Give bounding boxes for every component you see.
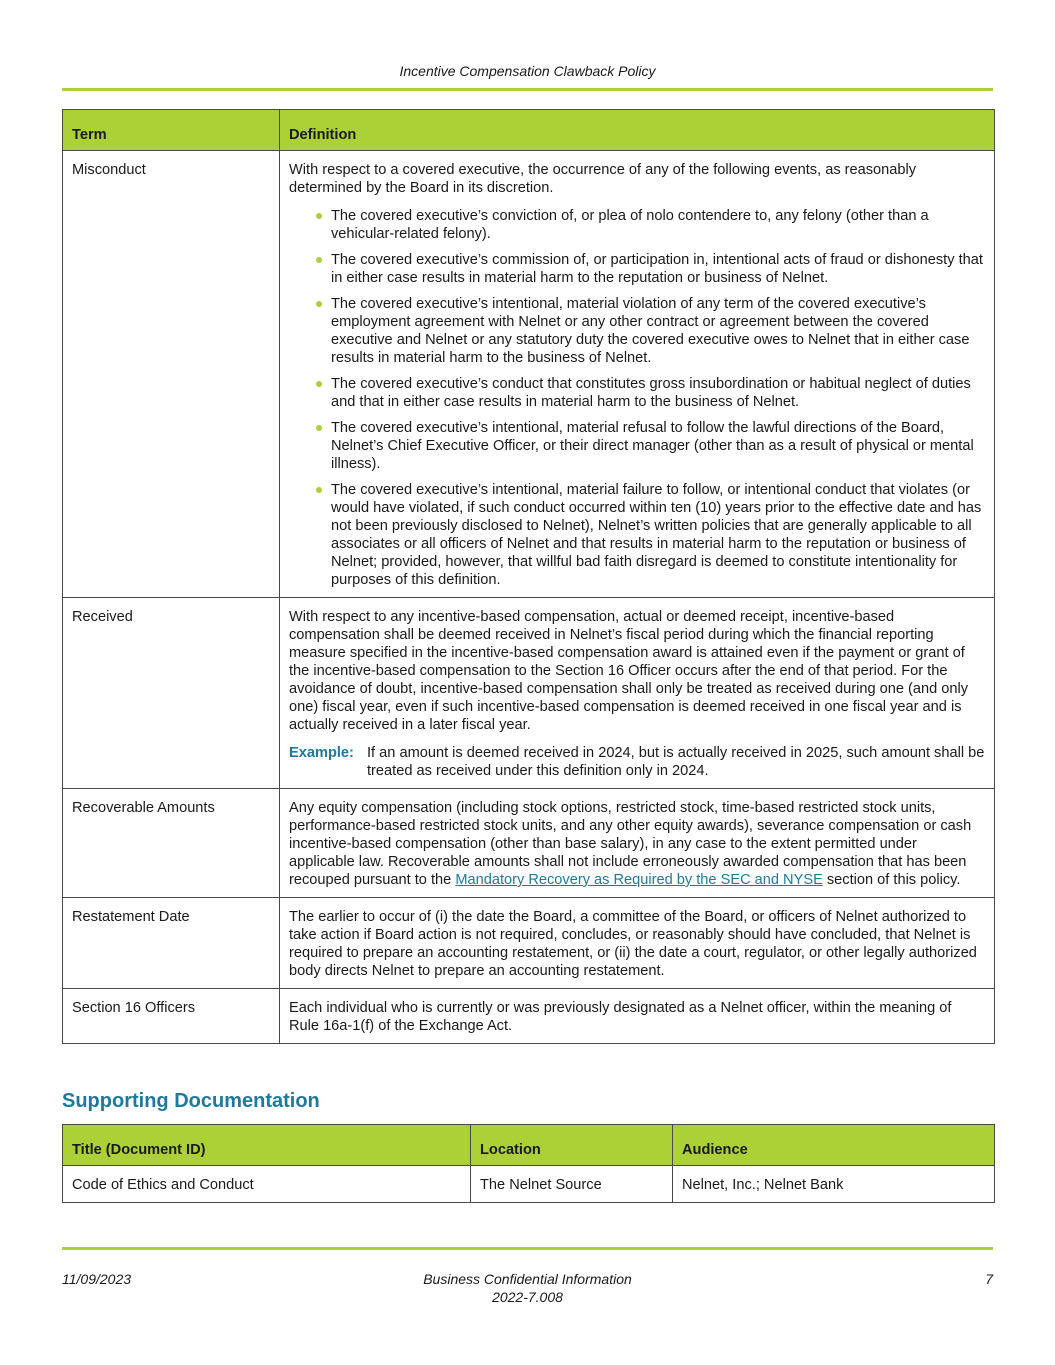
definition-text: Any equity compensation (including stock options, restricted stock, time-based restricted stock units, performance-based restricted stock units, and any other equity awards), severance compensation or cash incentive-based compensation (other than base salary), in any case to the extent permitted under applicable law. Recoverable amounts shall not include erroneously awarded compensation that has been recouped pursuant to the <box>289 800 972 888</box>
definition-cell: The earlier to occur of (i) the date the Board, a committee of the Board, or officers of Nelnet authorized to take action if Board action is not required, concludes, or reasonably should have concluded, that Nelnet is required to prepare an accounting restatement, or (ii) the date a court, regulator, or other legally authorized body directs Nelnet to prepare an accounting restatement. <box>280 898 995 989</box>
page-number: 7 <box>985 1271 993 1287</box>
column-header-term: Term <box>63 110 280 151</box>
document-audience-cell: Nelnet, Inc.; Nelnet Bank <box>673 1166 995 1203</box>
list-item <box>331 375 985 411</box>
table-row <box>63 1166 995 1203</box>
list-item-text: The covered executive’s conduct that constitutes gross insubordination or habitual neglect of duties and that in either case results in material harm to the business of Nelnet. <box>331 376 971 410</box>
term-cell: Received <box>63 598 280 789</box>
footer-date: 11/09/2023 <box>62 1271 132 1287</box>
definitions-table <box>62 109 995 1044</box>
example-block <box>289 744 985 780</box>
document-location-cell: The Nelnet Source <box>471 1166 673 1203</box>
term-cell: Section 16 Officers <box>63 989 280 1044</box>
list-item-text: The covered executive’s intentional, material failure to follow, or intentional conduct that violates (or would have violated, if such conduct occurred within ten (10) years prior to the effective date and has not been previously disclosed to Nelnet), Nelnet’s written policies that are generally applicable to all associates or all officers of Nelnet and that results in material harm to the reputation or business of Nelnet; provided, however, that willful bad faith disregard is deemed to constitute intentionality for purposes of this definition. <box>331 482 982 588</box>
table-row-misconduct <box>63 151 995 598</box>
document-title-cell: Code of Ethics and Conduct <box>63 1166 471 1203</box>
footer-classification: Business Confidential Information <box>423 1271 632 1287</box>
column-header-definition: Definition <box>280 110 995 151</box>
definition-cell <box>280 789 995 898</box>
table-row-received <box>63 598 995 789</box>
header-divider <box>62 88 993 91</box>
bullet-icon <box>316 381 322 387</box>
footer-divider <box>62 1247 993 1250</box>
list-item-text: The covered executive’s conviction of, or plea of nolo contendere to, any felony (other than a vehicular-related felony). <box>331 208 929 242</box>
supporting-documentation-table <box>62 1124 995 1203</box>
definition-cell <box>280 151 995 598</box>
list-item <box>331 207 985 243</box>
mandatory-recovery-link[interactable]: Mandatory Recovery as Required by the SEC and NYSE <box>455 872 823 888</box>
column-header-location: Location <box>471 1125 673 1166</box>
list-item-text: The covered executive’s intentional, material refusal to follow the lawful directions of the Board, Nelnet’s Chief Executive Officer, or their direct manager (other than as a result of physical or mental illness). <box>331 420 974 472</box>
bullet-icon <box>316 425 322 431</box>
list-item <box>331 251 985 287</box>
supporting-documentation-heading: Supporting Documentation <box>62 1090 320 1112</box>
table-row-section-16-officers <box>63 989 995 1044</box>
bullet-icon <box>316 301 322 307</box>
term-cell: Recoverable Amounts <box>63 789 280 898</box>
definition-text: With respect to any incentive-based compensation, actual or deemed receipt, incentive-based compensation shall be deemed received in Nelnet’s fiscal period during which the financial reporting measure specified in the incentive-based compensation award is attained even if the payment or grant of the incentive-based compensation to the Section 16 Officer occurs after the end of that period. For the avoidance of doubt, incentive-based compensation shall only be treated as received during one (and only one) fiscal year, even if such incentive-based compensation is deemed received in one fiscal year and is actually received in a later fiscal year. <box>289 609 969 733</box>
page-header-title: Incentive Compensation Clawback Policy <box>399 63 656 79</box>
column-header-title: Title (Document ID) <box>63 1125 471 1166</box>
footer-center <box>62 1270 993 1306</box>
bullet-icon <box>316 213 322 219</box>
table-header-row <box>63 110 995 151</box>
misconduct-bullet-list <box>289 207 985 589</box>
list-item <box>331 481 985 589</box>
definition-cell <box>280 598 995 789</box>
list-item-text: The covered executive’s commission of, or participation in, intentional acts of fraud or dishonesty that in either case results in material harm to the reputation or business of Nelnet. <box>331 252 983 286</box>
list-item-text: The covered executive’s intentional, material violation of any term of the covered executive’s employment agreement with Nelnet or any other contract or agreement between the covered executive and Nelnet or any statutory duty the covered executive owes to Nelnet that in either case results in material harm to the business of Nelnet. <box>331 296 970 366</box>
table-row-restatement-date <box>63 898 995 989</box>
term-cell: Restatement Date <box>63 898 280 989</box>
bullet-icon <box>316 487 322 493</box>
definition-text-tail: section of this policy. <box>826 872 961 888</box>
column-header-audience: Audience <box>673 1125 995 1166</box>
list-item <box>331 419 985 473</box>
footer-doc-number: 2022-7.008 <box>492 1289 563 1305</box>
example-label: Example: <box>289 745 354 761</box>
table-header-row <box>63 1125 995 1166</box>
definition-intro: With respect to a covered executive, the occurrence of any of the following events, as reasonably determined by the Board in its discretion. <box>289 162 917 196</box>
example-text: If an amount is deemed received in 2024, but is actually received in 2025, such amount shall be treated as received under this definition only in 2024. <box>367 745 985 779</box>
list-item <box>331 295 985 367</box>
definition-cell: Each individual who is currently or was previously designated as a Nelnet officer, within the meaning of Rule 16a-1(f) of the Exchange Act. <box>280 989 995 1044</box>
bullet-icon <box>316 257 322 263</box>
table-row-recoverable-amounts <box>63 789 995 898</box>
term-cell: Misconduct <box>63 151 280 598</box>
